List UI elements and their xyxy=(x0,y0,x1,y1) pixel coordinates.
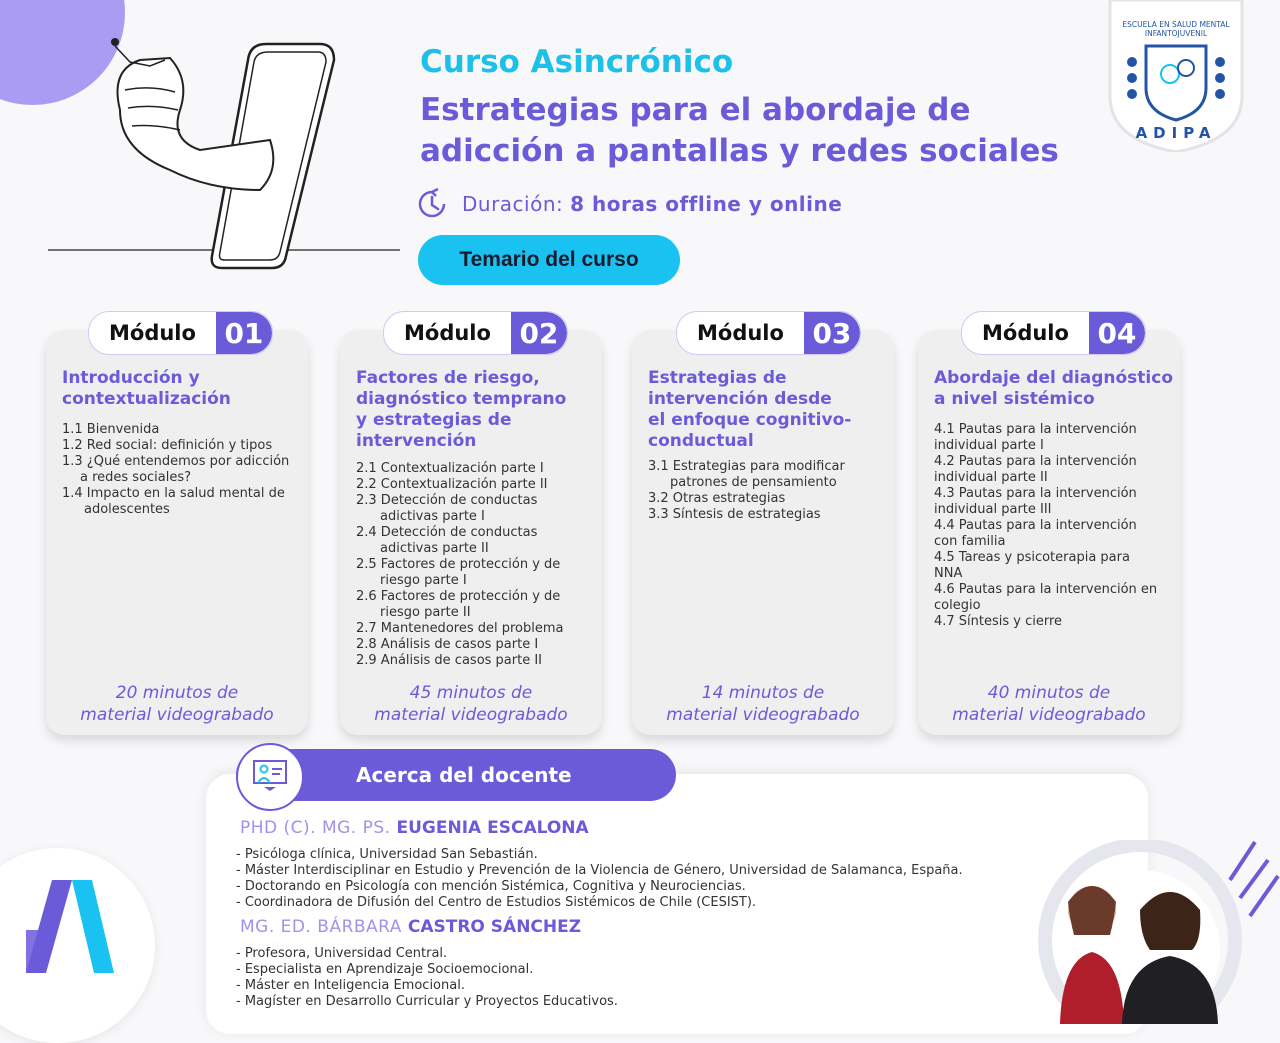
module-title: Factores de riesgo, diagnóstico temprano y estrategias de intervención xyxy=(356,368,567,451)
list-item: 4.1 Pautas para la intervención individual parte I xyxy=(934,422,1137,453)
module-tab-2 xyxy=(383,311,568,355)
list-item: 2.9 Análisis de casos parte II xyxy=(356,653,543,668)
list-item: 3.2 Otras estrategias xyxy=(648,491,786,506)
list-item: - Profesora, Universidad Central. xyxy=(236,946,448,961)
module-title: Introducción y contextualización xyxy=(62,368,231,409)
clock-icon xyxy=(414,186,450,222)
list-item: 4.3 Pautas para la intervención individual parte III xyxy=(934,486,1137,517)
module-card-4 xyxy=(918,330,1180,735)
module-number: 01 xyxy=(216,312,272,354)
list-item: 2.5 Factores de protección y de riesgo parte I xyxy=(356,557,561,588)
hand-phone-illustration xyxy=(40,30,420,280)
module-tab-3 xyxy=(676,311,861,355)
module-topics xyxy=(648,459,845,523)
module-duration: 40 minutos de material videograbado xyxy=(952,683,1146,725)
list-item: - Máster en Inteligencia Emocional. xyxy=(236,978,465,993)
teacher-credentials-2 xyxy=(236,946,618,1010)
module-topics xyxy=(356,461,563,669)
module-topics xyxy=(934,422,1157,630)
teacher-credentials-1 xyxy=(236,847,963,911)
module-label: Módulo xyxy=(982,321,1069,345)
module-number: 03 xyxy=(804,312,860,354)
module-card-2 xyxy=(340,330,602,735)
teacher-name-1: PHD (C). MG. PS. EUGENIA ESCALONA xyxy=(240,818,589,838)
duration-row xyxy=(414,186,842,222)
teacher-name-2: MG. ED. BÁRBARA CASTRO SÁNCHEZ xyxy=(240,917,582,937)
list-item: 3.3 Síntesis de estrategias xyxy=(648,507,821,522)
list-item: - Especialista en Aprendizaje Socioemocional. xyxy=(236,962,534,977)
list-item: - Psicóloga clínica, Universidad San Sebastián. xyxy=(236,847,538,862)
module-topics xyxy=(62,422,289,518)
module-card-1 xyxy=(46,330,308,735)
module-label: Módulo xyxy=(404,321,491,345)
list-item: 4.2 Pautas para la intervención individual parte II xyxy=(934,454,1137,485)
module-tab-1 xyxy=(88,311,273,355)
list-item: 4.5 Tareas y psicoterapia para NNA xyxy=(934,550,1130,581)
module-duration: 20 minutos de material videograbado xyxy=(80,683,274,725)
course-type: Curso Asincrónico xyxy=(420,44,734,80)
list-item: 2.1 Contextualización parte I xyxy=(356,461,544,476)
list-item: 1.4 Impacto en la salud mental de adolescentes xyxy=(62,486,285,517)
list-item: 4.7 Síntesis y cierre xyxy=(934,614,1063,629)
list-item: 2.7 Mantenedores del problema xyxy=(356,621,564,636)
teacher-icon xyxy=(236,743,304,811)
module-title: Abordaje del diagnóstico a nivel sistémico xyxy=(934,368,1173,409)
list-item: 1.1 Bienvenida xyxy=(62,422,160,437)
duration-text: Duración: 8 horas offline y online xyxy=(462,192,843,216)
module-label: Módulo xyxy=(109,321,196,345)
course-title: Estrategias para el abordaje de adicción a pantallas y redes sociales xyxy=(420,92,1059,169)
module-label: Módulo xyxy=(697,321,784,345)
list-item: - Coordinadora de Difusión del Centro de Estudios Sistémicos de Chile (CESIST). xyxy=(236,895,757,910)
list-item: 2.8 Análisis de casos parte I xyxy=(356,637,539,652)
list-item: - Magíster en Desarrollo Curricular y Proyectos Educativos. xyxy=(236,994,618,1009)
list-item: 2.3 Detección de conductas adictivas parte I xyxy=(356,493,538,524)
module-number: 04 xyxy=(1089,312,1145,354)
list-item: - Máster Interdisciplinar en Estudio y Prevención de la Violencia de Género, Universidad de Salamanca, España. xyxy=(236,863,963,878)
list-item: - Doctorando en Psicología con mención Sistémica, Cognitiva y Neurociencias. xyxy=(236,879,746,894)
teacher-photos xyxy=(1010,840,1280,1024)
list-item: 2.2 Contextualización parte II xyxy=(356,477,548,492)
module-duration: 14 minutos de material videograbado xyxy=(666,683,860,725)
adipa-shield-logo xyxy=(1108,0,1244,152)
list-item: 2.6 Factores de protección y de riesgo parte II xyxy=(356,589,561,620)
module-number: 02 xyxy=(511,312,567,354)
list-item: 1.2 Red social: definición y tipos xyxy=(62,438,273,453)
module-duration: 45 minutos de material videograbado xyxy=(374,683,568,725)
list-item: 3.1 Estrategias para modificar patrones de pensamiento xyxy=(648,459,845,490)
list-item: 2.4 Detección de conductas adictivas parte II xyxy=(356,525,538,556)
logo-top-text-1: ESCUELA EN SALUD MENTAL xyxy=(1122,20,1230,29)
syllabus-button[interactable]: Temario del curso xyxy=(418,235,680,285)
logo-bottom-text: ADIPA xyxy=(1135,124,1217,142)
logo-top-text-2: INFANTOJUVENIL xyxy=(1144,29,1208,38)
module-tab-4 xyxy=(961,311,1146,355)
a-logo-icon xyxy=(0,848,155,1043)
module-card-3 xyxy=(632,330,894,735)
teacher-section-header: Acerca del docente xyxy=(236,749,676,801)
list-item: 4.6 Pautas para la intervención en colegio xyxy=(934,582,1158,613)
list-item: 1.3 ¿Qué entendemos por adicción a redes sociales? xyxy=(62,454,290,485)
title-block xyxy=(420,44,1100,172)
module-title: Estrategias de intervención desde el enfoque cognitivo- conductual xyxy=(648,368,852,451)
list-item: 4.4 Pautas para la intervención con familia xyxy=(934,518,1137,549)
